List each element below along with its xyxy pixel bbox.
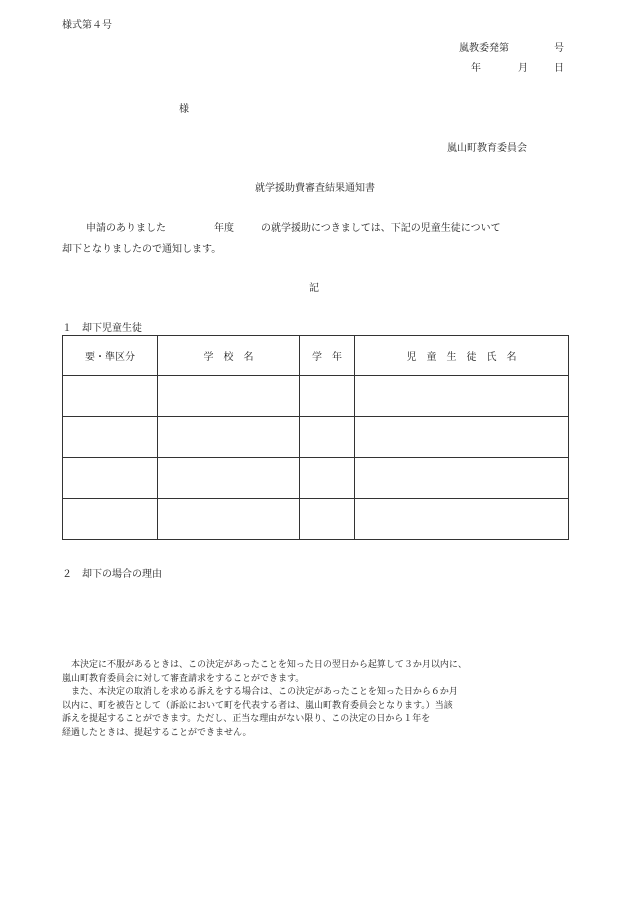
date-year-label: 年 — [471, 63, 481, 74]
table-cell — [158, 376, 300, 417]
table-cell — [63, 417, 158, 458]
ki-marker: 記 — [309, 283, 319, 294]
table-header-school: 学 校 名 — [158, 336, 300, 376]
addressee-honorific: 様 — [179, 104, 189, 115]
table-cell — [63, 376, 158, 417]
rejected-students-table — [62, 335, 569, 540]
table-cell — [355, 376, 569, 417]
table-cell — [158, 499, 300, 540]
section1-heading: １ 却下児童生徒 — [62, 323, 142, 334]
table-row — [63, 458, 569, 499]
table-cell — [355, 458, 569, 499]
table-header-category: 要・準区分 — [63, 336, 158, 376]
notice-line: 経過したときは、提起することができません。 — [62, 727, 252, 738]
notice-line: また、本決定の取消しを求める訴えをする場合は、この決定があったことを知った日から６か月 — [62, 687, 458, 697]
table-header-row — [63, 336, 569, 376]
date-day-label: 日 — [554, 63, 564, 74]
table-cell — [158, 417, 300, 458]
body-text-line1-part1: 申請のありました — [86, 223, 166, 234]
notice-line: 訴えを提起することができます。ただし、正当な理由がない限り、この決定の日から１年を — [62, 714, 431, 724]
table-cell — [355, 417, 569, 458]
appeal-notice — [62, 659, 467, 740]
issuer-name: 嵐山町教育委員会 — [447, 143, 527, 154]
body-text-line1-part3: の就学援助につきましては、下記の児童生徒について — [261, 223, 501, 234]
notice-line: 嵐山町教育委員会に対して審査請求をすることができます。 — [62, 673, 305, 684]
table-row — [63, 499, 569, 540]
date-month-label: 月 — [518, 63, 528, 74]
table-cell — [300, 458, 355, 499]
table-cell — [355, 499, 569, 540]
body-text-line2: 却下となりましたので通知します。 — [62, 244, 222, 255]
table-header-student-name: 児 童 生 徒 氏 名 — [355, 336, 569, 376]
notice-line: 以内に、町を被告として（訴訟において町を代表する者は、嵐山町教育委員会となります。）当該 — [62, 700, 453, 711]
document-title: 就学援助費審査結果通知書 — [255, 183, 375, 194]
table-cell — [63, 499, 158, 540]
section2-heading: ２ 却下の場合の理由 — [62, 569, 162, 580]
table-cell — [300, 499, 355, 540]
document-number-suffix: 号 — [554, 43, 564, 54]
table-cell — [300, 376, 355, 417]
document-number-prefix: 嵐教委発第 — [459, 43, 509, 54]
table-cell — [300, 417, 355, 458]
table-cell — [158, 458, 300, 499]
table-row — [63, 376, 569, 417]
table-header-grade: 学 年 — [300, 336, 355, 376]
form-number: 様式第４号 — [62, 20, 112, 31]
table-row — [63, 417, 569, 458]
table-cell — [63, 458, 158, 499]
notice-line: 本決定に不服があるときは、この決定があったことを知った日の翌日から起算して３か月以内に、 — [62, 660, 467, 670]
body-text-line1-part2: 年度 — [214, 223, 234, 234]
